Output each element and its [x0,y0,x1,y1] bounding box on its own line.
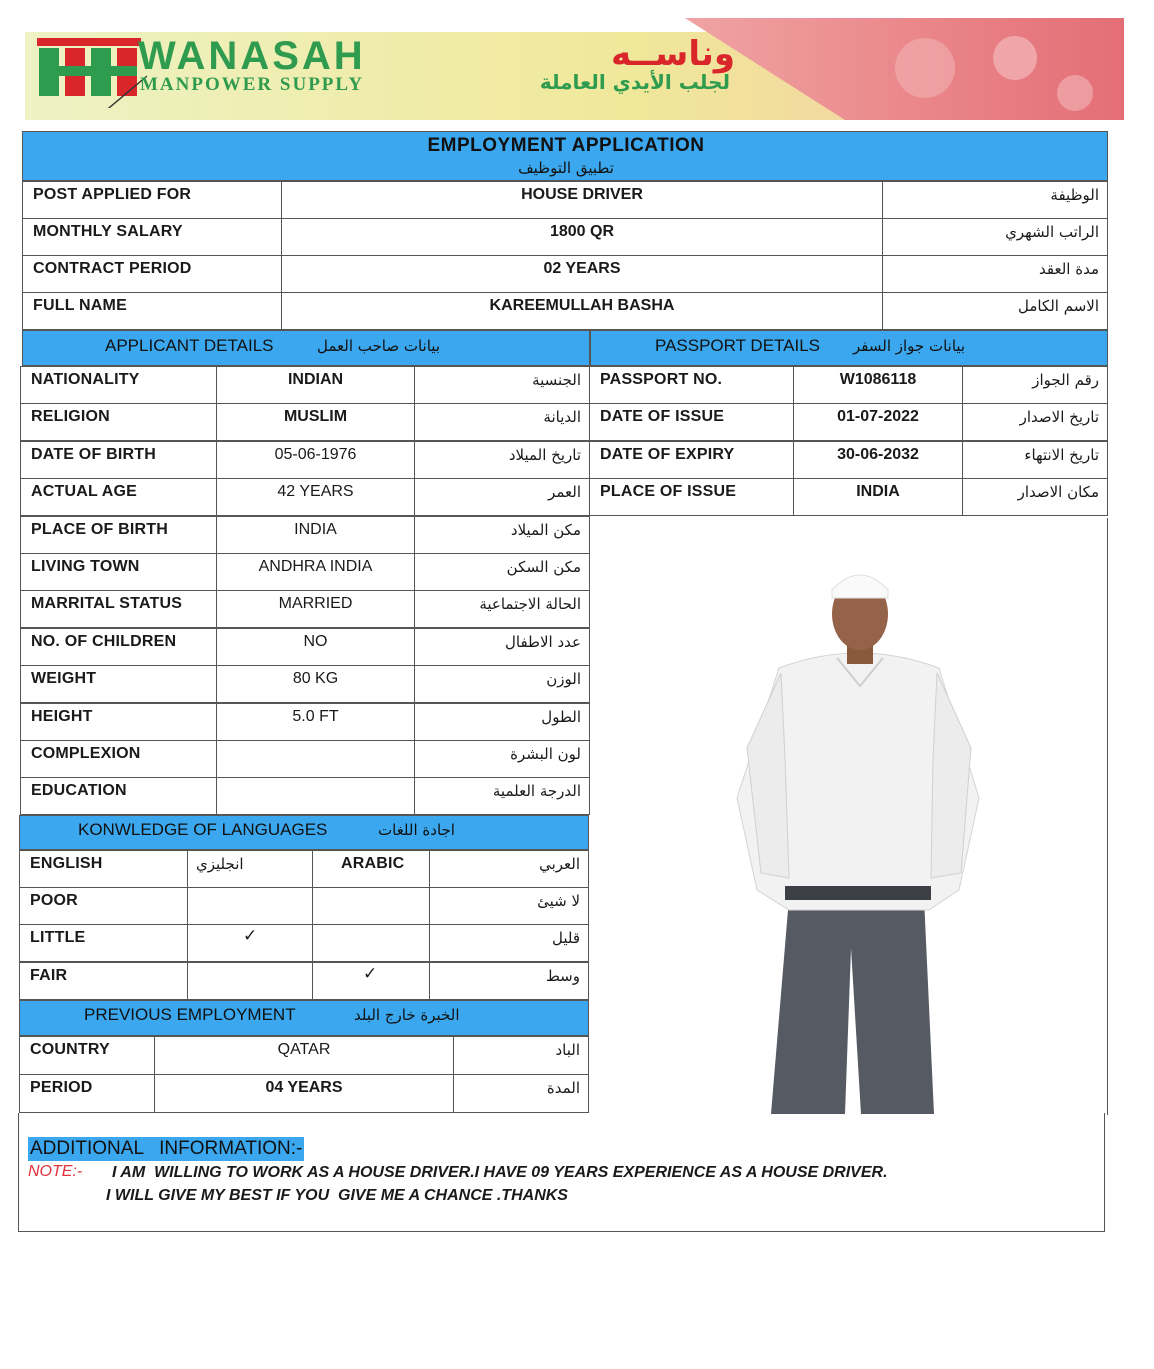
language-level-label-arabic: لا شيئ [429,887,589,925]
passport-row-label-arabic: تاريخ الانتهاء [962,441,1108,479]
passport-details-heading-arabic: بيانات جواز السفر [853,337,966,355]
language-arabic-label: ARABIC [312,850,430,888]
languages-heading: KONWLEDGE OF LANGUAGES [78,820,328,839]
language-arabic-label-arabic: العربي [429,850,589,888]
language-level-label: FAIR [19,962,188,1000]
photo-area [589,518,1108,1115]
passport-row-label-arabic: تاريخ الاصدار [962,403,1108,441]
language-english-label-arabic: انجليزي [187,850,313,888]
previous-employment-heading-arabic: الخبرة خارج البلد [354,1006,460,1024]
form-title: EMPLOYMENT APPLICATION [427,135,705,156]
applicant-row-label-arabic: العمر [414,478,590,516]
applicant-row-label: LIVING TOWN [20,553,217,591]
form-row-value: HOUSE DRIVER [281,181,883,219]
additional-info-heading: ADDITIONAL INFORMATION:- [30,1138,303,1159]
previous-employment-band [19,1000,589,1036]
previous-row-value: QATAR [154,1036,454,1075]
brand-tagline-arabic: لجلب الأيدي العاملة [539,70,730,94]
form-row-label: MONTHLY SALARY [22,218,282,256]
form-row-label: FULL NAME [22,292,282,330]
applicant-row-value: 5.0 FT [216,703,415,741]
applicant-row-value: MUSLIM [216,403,415,441]
note-line-2: I WILL GIVE MY BEST IF YOU GIVE ME A CHANCE .THANKS [106,1187,568,1204]
language-arabic-check [312,887,430,925]
applicant-row-label-arabic: مكن السكن [414,553,590,591]
applicant-row-label-arabic: لون البشرة [414,740,590,778]
note-line-1: I AM WILLING TO WORK AS A HOUSE DRIVER.I HAVE 09 YEARS EXPERIENCE AS A HOUSE DRIVER. [112,1164,888,1181]
brand-name-arabic: وناســه [611,34,735,74]
applicant-row-label-arabic: الحالة الاجتماعية [414,590,590,628]
brand-name: WANASAH [138,34,366,78]
previous-row-label-arabic: المدة [453,1074,589,1113]
languages-band [19,815,589,850]
note-label: NOTE:- [28,1163,83,1180]
language-arabic-check [312,924,430,962]
applicant-row-label-arabic: الديانة [414,403,590,441]
form-row-label-arabic: مدة العقد [882,255,1108,293]
applicant-row-value: NO [216,628,415,666]
applicant-row-value: INDIA [216,516,415,554]
form-row-label: POST APPLIED FOR [22,181,282,219]
applicant-row-label: EDUCATION [20,777,217,815]
previous-employment-heading: PREVIOUS EMPLOYMENT [84,1005,296,1024]
previous-row-label: COUNTRY [19,1036,155,1075]
applicant-row-value: 05-06-1976 [216,441,415,479]
form-title-arabic: تطبيق التوظيف [518,159,614,177]
passport-row-value: 30-06-2032 [793,441,963,479]
applicant-row-label: MARRITAL STATUS [20,590,217,628]
passport-row-label-arabic: رقم الجواز [962,366,1108,404]
brand-tagline: MANPOWER SUPPLY [140,74,365,95]
language-english-check: ✓ [187,924,313,962]
applicant-row-label-arabic: تاريخ الميلاد [414,441,590,479]
header-banner [25,18,1124,120]
applicant-row-label-arabic: الطول [414,703,590,741]
applicant-photo [589,518,1108,1115]
language-english-check [187,962,313,1000]
form-row-label-arabic: الاسم الكامل [882,292,1108,330]
language-english-label: ENGLISH [19,850,188,888]
passport-row-label: DATE OF EXPIRY [589,441,794,479]
passport-details-band [590,330,1108,366]
form-row-value: 1800 QR [281,218,883,256]
languages-heading-arabic: اجادة اللغات [378,821,455,839]
applicant-row-value: ANDHRA INDIA [216,553,415,591]
applicant-row-label: RELIGION [20,403,217,441]
passport-row-label-arabic: مكان الاصدار [962,478,1108,516]
applicant-details-band [22,330,590,366]
applicant-row-label: WEIGHT [20,665,217,703]
language-level-label: LITTLE [19,924,188,962]
language-arabic-check: ✓ [312,962,430,1000]
form-row-label-arabic: الوظيفة [882,181,1108,219]
applicant-row-label-arabic: عدد الاطفال [414,628,590,666]
company-logo-icon [37,38,147,108]
passport-row-value: W1086118 [793,366,963,404]
previous-row-label-arabic: الباد [453,1036,589,1075]
passport-row-value: INDIA [793,478,963,516]
applicant-row-label-arabic: الدرجة العلمية [414,777,590,815]
form-title-band [22,131,1108,181]
applicant-row-label-arabic: الجنسية [414,366,590,404]
language-english-check [187,887,313,925]
passport-row-label: DATE OF ISSUE [589,403,794,441]
applicant-details-heading-arabic: بيانات صاحب العمل [317,337,440,355]
previous-row-value: 04 YEARS [154,1074,454,1113]
form-row-label-arabic: الراتب الشهري [882,218,1108,256]
language-level-label-arabic: وسط [429,962,589,1000]
passport-row-value: 01-07-2022 [793,403,963,441]
applicant-row-value: MARRIED [216,590,415,628]
applicant-row-label: HEIGHT [20,703,217,741]
applicant-row-value: INDIAN [216,366,415,404]
applicant-row-label-arabic: مكن الميلاد [414,516,590,554]
applicant-row-label-arabic: الوزن [414,665,590,703]
applicant-row-label: NO. OF CHILDREN [20,628,217,666]
form-row-value: 02 YEARS [281,255,883,293]
applicant-row-value: 42 YEARS [216,478,415,516]
applicant-row-label: NATIONALITY [20,366,217,404]
passport-row-label: PLACE OF ISSUE [589,478,794,516]
language-level-label: POOR [19,887,188,925]
applicant-row-value: 80 KG [216,665,415,703]
previous-row-label: PERIOD [19,1074,155,1113]
passport-row-label: PASSPORT NO. [589,366,794,404]
applicant-row-label: ACTUAL AGE [20,478,217,516]
applicant-row-label: COMPLEXION [20,740,217,778]
applicant-row-value [216,777,415,815]
form-row-label: CONTRACT PERIOD [22,255,282,293]
applicant-row-value [216,740,415,778]
passport-details-heading: PASSPORT DETAILS [655,336,821,355]
applicant-row-label: DATE OF BIRTH [20,441,217,479]
applicant-details-heading: APPLICANT DETAILS [105,336,274,355]
language-level-label-arabic: قليل [429,924,589,962]
form-row-value: KAREEMULLAH BASHA [281,292,883,330]
applicant-row-label: PLACE OF BIRTH [20,516,217,554]
